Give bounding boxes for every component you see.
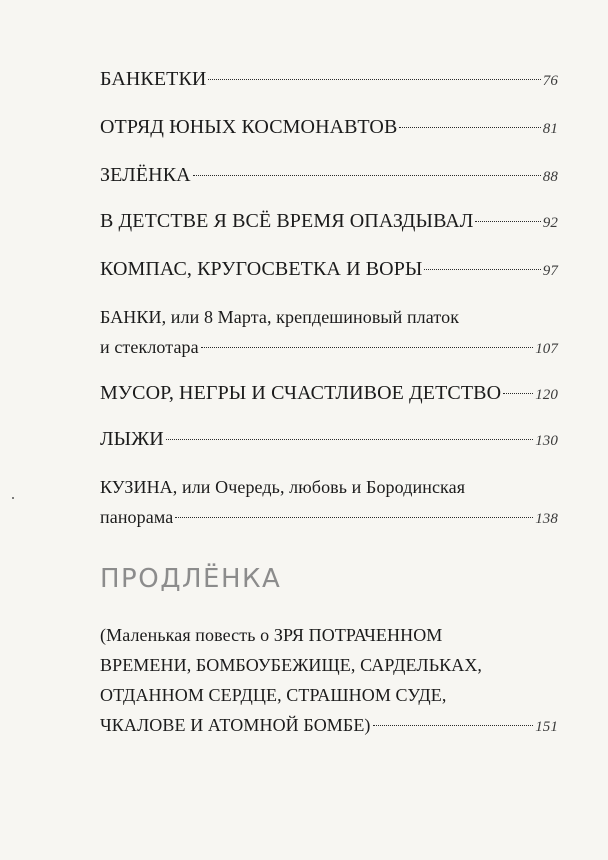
toc-entry-kuzina[interactable] (100, 472, 558, 534)
toc-line (100, 502, 558, 534)
toc-entry-title-line2: и стеклотара (100, 337, 199, 357)
toc-line (100, 160, 558, 192)
toc-line (100, 620, 558, 650)
toc-entry-title-line2: панорама (100, 507, 174, 527)
toc-entry-title: БАНКЕТКИ (100, 68, 207, 90)
toc-entry-title: МУСОР, НЕГРЫ И СЧАСТЛИВОЕ ДЕТСТВО (100, 382, 502, 404)
toc-page-number: 92 (542, 215, 558, 231)
toc-line (100, 254, 558, 286)
dot-leader (399, 127, 540, 128)
toc-entry-title-line3: ОТДАННОМ СЕРДЦЕ, СТРАШНОМ СУДЕ, (100, 685, 447, 705)
toc-page-number: 130 (535, 433, 558, 449)
toc-entry-title-line2: ВРЕМЕНИ, БОМБОУБЕЖИЩЕ, САРДЕЛЬКАХ, (100, 655, 483, 675)
dot-leader (166, 439, 533, 440)
dot-leader (175, 517, 533, 518)
toc-entry-title-line4: ЧКАЛОВЕ И АТОМНОЙ БОМБЕ) (100, 715, 371, 735)
toc-entry-zelenka[interactable] (100, 160, 558, 192)
toc-line (100, 680, 558, 710)
toc-line (100, 650, 558, 680)
toc-line (100, 64, 558, 96)
toc-line (100, 112, 558, 144)
toc-line (100, 206, 558, 238)
toc-entry-title-line1: (Маленькая повесть о ЗРЯ ПОТРАЧЕННОМ (100, 625, 443, 645)
toc-page-number: 88 (542, 169, 558, 185)
dot-leader (424, 269, 540, 270)
toc-entry-title: ОТРЯД ЮНЫХ КОСМОНАВТОВ (100, 116, 398, 138)
toc-entry-title-line1: КУЗИНА, или Очередь, любовь и Бородинская (100, 477, 466, 497)
toc-entry-title: КОМПАС, КРУГОСВЕТКА И ВОРЫ (100, 258, 423, 280)
toc-page-number: 120 (535, 387, 558, 403)
toc-page-number: 76 (542, 73, 558, 89)
table-of-contents (100, 0, 560, 860)
toc-line (100, 424, 558, 456)
toc-entry-title-line1: БАНКИ, или 8 Марта, крепдешиновый платок (100, 307, 460, 327)
toc-page-number: 107 (535, 341, 558, 357)
dot-leader (201, 347, 533, 348)
toc-entry-title: ЗЕЛЁНКА (100, 164, 191, 186)
toc-entry-kompas[interactable] (100, 254, 558, 286)
dot-leader (208, 79, 540, 80)
toc-entry-musor[interactable] (100, 378, 558, 410)
toc-page-number: 97 (542, 263, 558, 279)
toc-line (100, 332, 558, 364)
toc-entry-title: ЛЫЖИ (100, 428, 164, 450)
toc-line (100, 472, 558, 502)
toc-entry-title: В ДЕТСТВЕ Я ВСЁ ВРЕМЯ ОПАЗДЫВАЛ (100, 210, 474, 232)
toc-entry-v-detstve[interactable] (100, 206, 558, 238)
toc-line (100, 302, 558, 332)
toc-entry-banki[interactable] (100, 302, 558, 364)
toc-line (100, 378, 558, 410)
toc-entry-otryad[interactable] (100, 112, 558, 144)
toc-line (100, 710, 558, 742)
toc-page-number: 151 (535, 719, 558, 735)
dot-leader (475, 221, 540, 222)
toc-page-number: 138 (535, 511, 558, 527)
toc-entry-prodlenka-povest[interactable] (100, 620, 558, 742)
toc-entry-banketki[interactable] (100, 64, 558, 96)
section-heading: ПРОДЛЁНКА (100, 564, 282, 594)
toc-page-number: 81 (542, 121, 558, 137)
dot-leader (193, 175, 541, 176)
dot-leader (503, 393, 533, 394)
dot-leader (373, 725, 534, 726)
margin-speck (12, 497, 14, 499)
toc-entry-lyzhi[interactable] (100, 424, 558, 456)
